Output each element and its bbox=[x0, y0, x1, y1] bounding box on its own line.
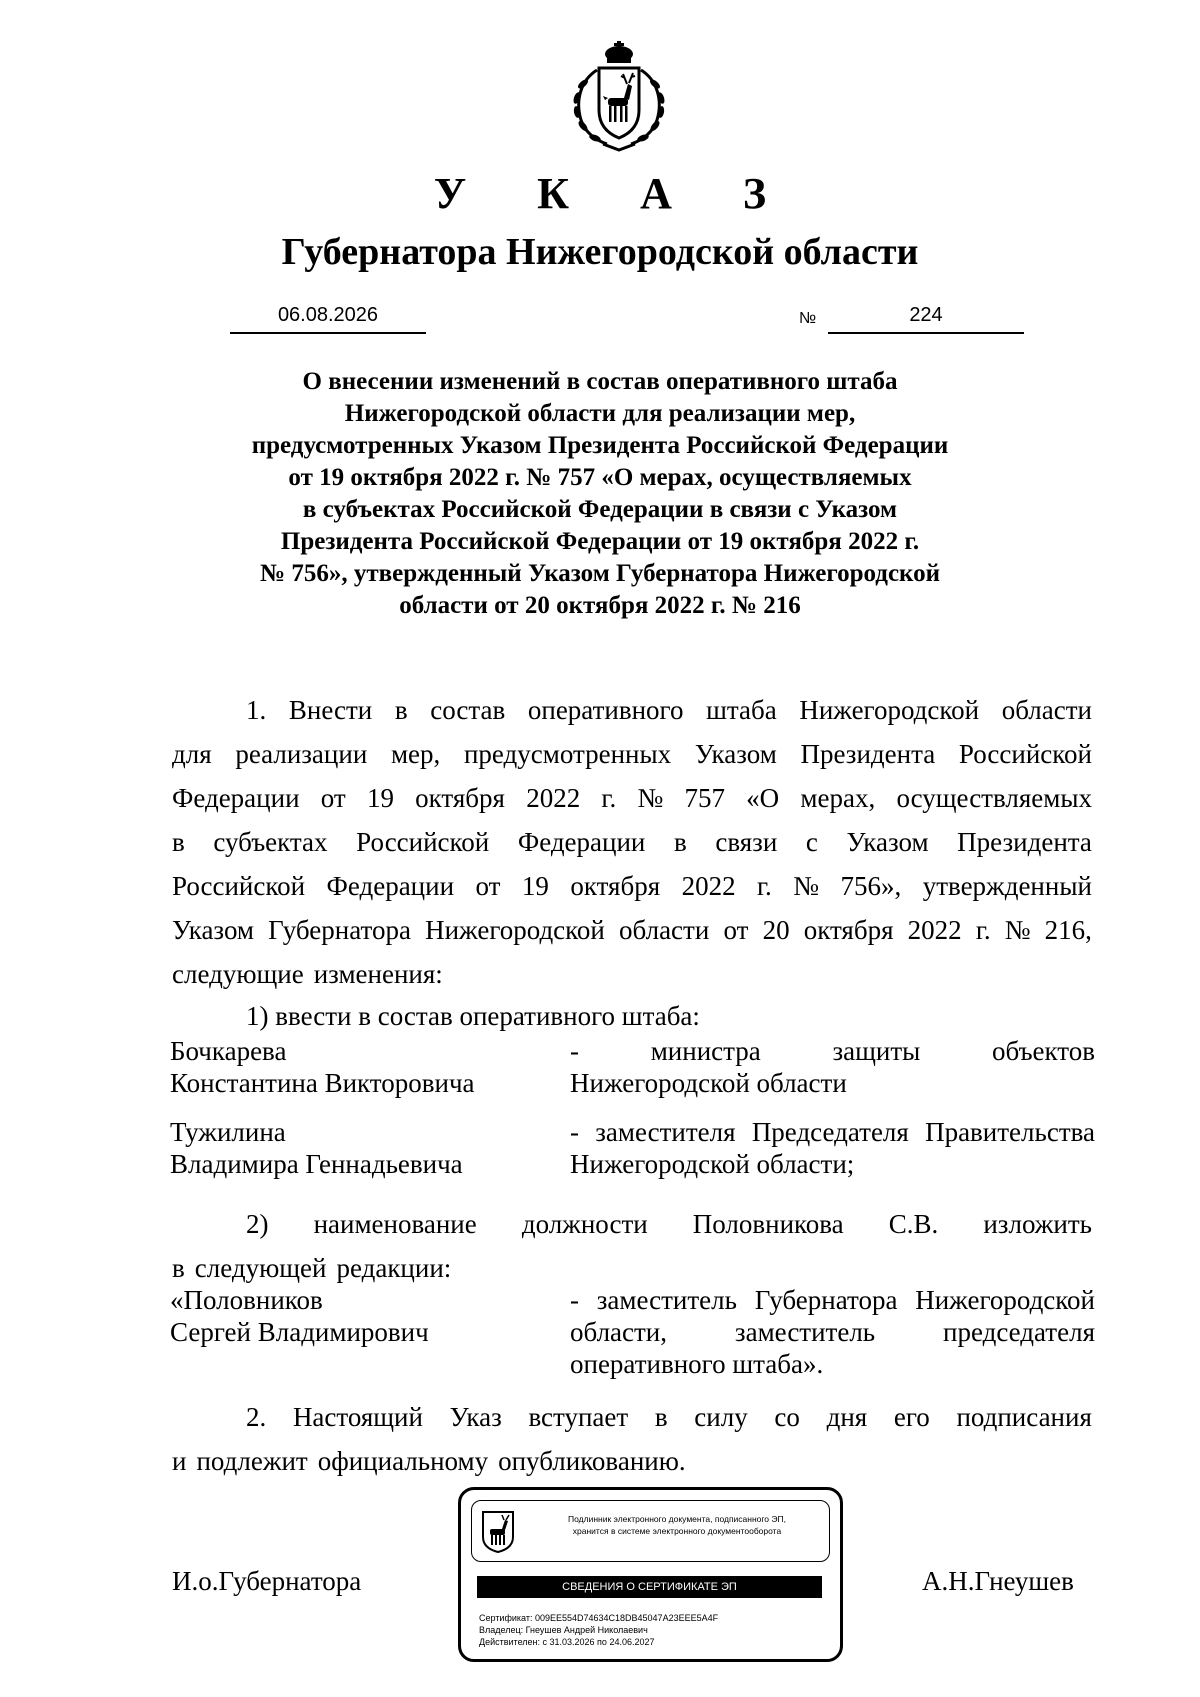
document-issuer: Губернатора Нижегородской области bbox=[281, 231, 919, 273]
word: Председателя bbox=[751, 1117, 909, 1147]
member-role bbox=[570, 1035, 1095, 1099]
word: в bbox=[654, 1402, 668, 1432]
stamp-header bbox=[471, 1500, 830, 1562]
word: Российской bbox=[172, 871, 306, 901]
word: Нижегородской bbox=[915, 1285, 1095, 1315]
word: октября bbox=[570, 871, 661, 901]
word: Президента bbox=[800, 739, 936, 769]
name-line: Владимира Геннадьевича bbox=[170, 1149, 463, 1179]
word: г. bbox=[975, 915, 991, 945]
word: министра bbox=[650, 1036, 761, 1066]
word: от bbox=[475, 871, 501, 901]
paragraph-1 bbox=[172, 688, 1092, 996]
word: октября bbox=[415, 783, 505, 813]
word: опубликованию. bbox=[498, 1446, 686, 1476]
e-signature-stamp bbox=[458, 1487, 843, 1662]
word: «О bbox=[746, 783, 780, 813]
word: Российской bbox=[958, 739, 1092, 769]
word: Правительства bbox=[925, 1117, 1095, 1147]
name-line: «Половников bbox=[170, 1285, 323, 1315]
member-entry bbox=[170, 1284, 1095, 1384]
certificate-id: Сертификат: 009EE554D74634C18DB45047A23EEE5A4F bbox=[479, 1613, 719, 1623]
certificate-owner: Владелец: Гнеушев Андрей Николаевич bbox=[479, 1625, 648, 1635]
word: Губернатора bbox=[268, 915, 411, 945]
document-type: У К А З bbox=[433, 169, 797, 218]
word: № bbox=[1004, 915, 1031, 945]
word: следующей bbox=[194, 1253, 327, 1283]
word: области, bbox=[570, 1317, 668, 1347]
word: осуществляемых bbox=[896, 783, 1092, 813]
word: субъектах bbox=[213, 827, 328, 857]
stamp-note-line: хранится в системе электронного документооборота bbox=[572, 1526, 782, 1536]
document-title bbox=[200, 366, 1000, 622]
member-name bbox=[170, 1284, 550, 1348]
certificate-info-bar: СВЕДЕНИЯ О СЕРТИФИКАТЕ ЭП bbox=[477, 1576, 822, 1598]
title-line: предусмотренных Указом Президента Российской Федерации bbox=[251, 432, 949, 459]
word: от bbox=[723, 915, 749, 945]
coat-of-arms-icon bbox=[553, 40, 685, 152]
title-line: № 756», утвержденный Указом Губернатора Нижегородской bbox=[259, 560, 941, 587]
word: предусмотренных bbox=[463, 739, 672, 769]
signatory-name: А.Н.Гнеушев bbox=[922, 1566, 1074, 1596]
word: подписания bbox=[956, 1402, 1092, 1432]
word: изменения: bbox=[313, 959, 443, 989]
word: Российской bbox=[356, 827, 490, 857]
word: Федерации bbox=[172, 783, 300, 813]
title-line: области от 20 октября 2022 г. № 216 bbox=[399, 592, 801, 619]
role-line: Нижегородской области; bbox=[570, 1149, 855, 1179]
word: 2022 bbox=[681, 871, 736, 901]
word: Настоящий bbox=[292, 1402, 423, 1432]
word: заместитель bbox=[734, 1317, 876, 1347]
word: 2. bbox=[246, 1402, 267, 1432]
word: октября bbox=[803, 915, 894, 945]
word: 757 bbox=[684, 783, 725, 813]
member-name bbox=[170, 1116, 550, 1180]
word: состав bbox=[430, 695, 506, 725]
name-line: Тужилина bbox=[170, 1117, 286, 1147]
word: Указом bbox=[846, 827, 929, 857]
word: 20 bbox=[762, 915, 790, 945]
word: штаба bbox=[706, 695, 777, 725]
word: наименование bbox=[313, 1209, 477, 1239]
word: силу bbox=[694, 1402, 748, 1432]
role-line: Нижегородской области bbox=[570, 1068, 847, 1098]
text-line bbox=[172, 1439, 1092, 1483]
word: № bbox=[637, 783, 664, 813]
word: председателя bbox=[943, 1317, 1095, 1347]
member-role bbox=[570, 1284, 1095, 1380]
word: С.В. bbox=[888, 1209, 939, 1239]
text-line bbox=[172, 1202, 1092, 1246]
word: должности bbox=[521, 1209, 648, 1239]
title-line: Нижегородской области для реализации мер, bbox=[344, 400, 856, 427]
word: Внести bbox=[288, 695, 373, 725]
word: в bbox=[172, 1253, 185, 1283]
word: Федерации bbox=[326, 871, 455, 901]
text-line bbox=[172, 732, 1092, 776]
text-line bbox=[172, 864, 1092, 908]
word: дня bbox=[826, 1402, 868, 1432]
word: вступает bbox=[528, 1402, 629, 1432]
certificate-details bbox=[479, 1612, 718, 1648]
paragraph-2 bbox=[172, 1395, 1092, 1483]
word: Указом bbox=[172, 915, 255, 945]
word: связи bbox=[715, 827, 778, 857]
text-line bbox=[172, 1395, 1092, 1439]
word: его bbox=[893, 1402, 930, 1432]
text-line bbox=[172, 820, 1092, 864]
word: защиты bbox=[832, 1036, 921, 1066]
word: г. bbox=[757, 871, 772, 901]
word: заместитель bbox=[596, 1285, 737, 1315]
role-line bbox=[570, 1035, 1095, 1067]
word: мерах, bbox=[800, 783, 876, 813]
title-line: в субъектах Российской Федерации в связи с Указом bbox=[302, 496, 898, 523]
stamp-note-line: Подлинник электронного документа, подписанного ЭП, bbox=[568, 1514, 786, 1524]
text-line bbox=[172, 776, 1092, 820]
coat-of-arms-icon bbox=[480, 1509, 516, 1553]
word: Губернатора bbox=[754, 1285, 898, 1315]
item-2 bbox=[172, 1202, 1092, 1290]
word: области bbox=[619, 915, 710, 945]
member-entry bbox=[170, 1035, 1095, 1105]
word: Федерации bbox=[517, 827, 646, 857]
word: с bbox=[805, 827, 818, 857]
word: Президента bbox=[957, 827, 1092, 857]
word: 1. bbox=[246, 695, 267, 725]
title-line: Президента Российской Федерации от 19 октября 2022 г. bbox=[280, 528, 920, 555]
word: оперативного bbox=[527, 695, 684, 725]
word: Нижегородской bbox=[425, 915, 605, 945]
name-line: Константина Викторовича bbox=[170, 1068, 475, 1098]
certificate-validity: Действителен: с 31.03.2026 по 24.06.2027 bbox=[479, 1637, 655, 1647]
word: - bbox=[570, 1285, 579, 1315]
word: - bbox=[570, 1036, 579, 1066]
title-line: О внесении изменений в состав оперативного штаба bbox=[302, 368, 898, 395]
word: для bbox=[172, 739, 212, 769]
word: в bbox=[172, 827, 185, 857]
member-name bbox=[170, 1035, 550, 1099]
role-line: оперативного штаба». bbox=[570, 1349, 824, 1379]
member-entry bbox=[170, 1116, 1095, 1186]
word: подлежит bbox=[196, 1446, 308, 1476]
word: со bbox=[774, 1402, 800, 1432]
name-line: Бочкарева bbox=[170, 1036, 287, 1066]
text-line bbox=[172, 688, 1092, 732]
word: № bbox=[793, 871, 820, 901]
word: и bbox=[172, 1446, 187, 1476]
document-number: 224 bbox=[828, 302, 1024, 334]
word: следующие bbox=[172, 959, 304, 989]
word: г. bbox=[601, 783, 617, 813]
word: утвержденный bbox=[922, 871, 1092, 901]
text-line bbox=[172, 952, 1092, 996]
word: 19 bbox=[521, 871, 549, 901]
word: Указом bbox=[694, 739, 777, 769]
word: 2) bbox=[246, 1209, 269, 1239]
word: 19 bbox=[366, 783, 394, 813]
word: от bbox=[320, 783, 346, 813]
word: редакции: bbox=[336, 1253, 452, 1283]
word: в bbox=[394, 695, 408, 725]
number-sign: № bbox=[799, 310, 817, 327]
word: заместителя bbox=[595, 1117, 736, 1147]
document-date: 06.08.2026 bbox=[230, 302, 426, 334]
word: Нижегородской bbox=[799, 695, 980, 725]
word: - bbox=[570, 1117, 579, 1147]
member-role bbox=[570, 1116, 1095, 1180]
role-line bbox=[570, 1284, 1095, 1316]
word: 2022 bbox=[907, 915, 962, 945]
word: в bbox=[674, 827, 687, 857]
item-1: 1) ввести в состав оперативного штаба: bbox=[246, 1001, 700, 1031]
word: Указ bbox=[449, 1402, 502, 1432]
word: 216, bbox=[1044, 915, 1092, 945]
word: объектов bbox=[992, 1036, 1095, 1066]
stamp-note bbox=[532, 1513, 822, 1537]
word: официальному bbox=[317, 1446, 489, 1476]
signatory-position: И.о.Губернатора bbox=[172, 1566, 362, 1596]
role-line bbox=[570, 1316, 1095, 1348]
title-line: от 19 октября 2022 г. № 757 «О мерах, осуществляемых bbox=[288, 464, 912, 491]
word: области bbox=[1001, 695, 1092, 725]
name-line: Сергей Владимирович bbox=[170, 1317, 429, 1347]
text-line bbox=[172, 908, 1092, 952]
word: мер, bbox=[390, 739, 441, 769]
word: 756», bbox=[840, 871, 902, 901]
word: Половникова bbox=[692, 1209, 844, 1239]
word: реализации bbox=[235, 739, 368, 769]
word: изложить bbox=[983, 1209, 1092, 1239]
word: 2022 bbox=[526, 783, 581, 813]
role-line bbox=[570, 1116, 1095, 1148]
